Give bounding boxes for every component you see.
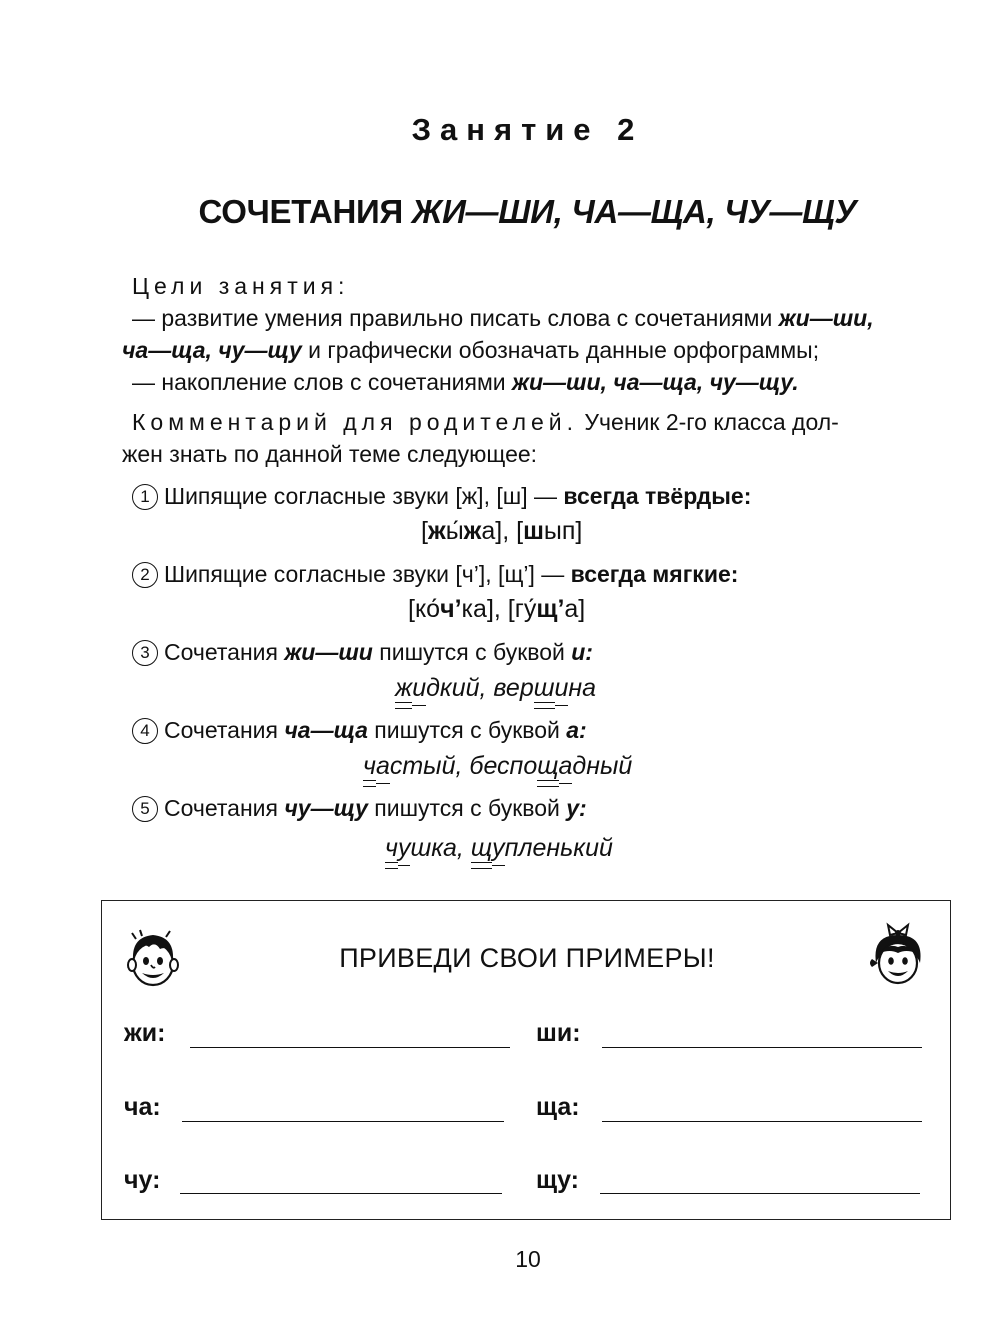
page-number: 10	[515, 1246, 541, 1272]
rule-bold: жи—ши	[284, 639, 373, 665]
comment-heading: Комментарий для родителей.	[132, 409, 579, 435]
rule-4	[132, 715, 587, 745]
rule-bold: всегда мягкие:	[570, 561, 739, 587]
example-part: [ко́	[408, 595, 441, 623]
exercise-box	[101, 900, 951, 1220]
hissing-consonant: ш	[534, 671, 555, 705]
answer-line-shcha[interactable]	[602, 1121, 922, 1122]
vowel-letter: у	[398, 831, 411, 865]
rule-text: пишутся с буквой	[372, 639, 572, 665]
goals-line-3	[122, 366, 952, 398]
goals-line-1-bold: жи—ши,	[778, 305, 874, 331]
rule-text: пишутся с буквой	[367, 717, 567, 743]
example-part: [	[421, 517, 428, 545]
example-part: пленький	[504, 834, 613, 862]
example-part: на	[568, 674, 597, 702]
rule-number: 3	[132, 640, 158, 666]
hissing-consonant: щ	[471, 831, 492, 865]
vowel-letter: а	[559, 749, 573, 783]
lesson-heading: Занятие 2	[411, 112, 644, 147]
vowel-letter: и	[412, 671, 426, 705]
rule-2	[132, 559, 738, 589]
rule-text: Шипящие согласные звуки [ч’], [щ’] —	[164, 561, 571, 587]
rule-number: 4	[132, 718, 158, 744]
rule-2-example	[408, 592, 585, 626]
label-cha: ча:	[124, 1093, 161, 1121]
vowel-letter: у	[492, 831, 505, 865]
comment-text-1: Ученик 2-го класса дол-	[578, 409, 839, 435]
rule-text: Сочетания	[164, 795, 285, 821]
answer-line-cha[interactable]	[182, 1121, 504, 1122]
comment-line-2: жен знать по данной теме следующее:	[122, 441, 538, 467]
rule-1-example	[421, 514, 582, 548]
hissing-consonant: ж	[395, 671, 412, 705]
title-italic: ЖИ—ШИ, ЧА—ЩА, ЧУ—ЩУ	[411, 193, 857, 230]
example-part: стый, беспо	[389, 752, 538, 780]
rule-bold: ча—ща	[284, 717, 368, 743]
goals-line-3-text: — накопление слов с сочетаниями	[132, 369, 513, 395]
vowel-letter: а	[376, 749, 390, 783]
hissing-consonant: ч	[363, 749, 376, 783]
goals-line-1-text: — развитие умения правильно писать слова с сочетаниями	[132, 305, 779, 331]
title-prefix: СОЧЕТАНИЯ	[198, 193, 412, 230]
goals-line-2	[122, 334, 952, 366]
label-shi: ши:	[536, 1019, 581, 1047]
rule-text: пишутся с буквой	[367, 795, 567, 821]
rule-letter: и:	[571, 639, 593, 665]
example-part: дный	[572, 752, 633, 780]
label-shcha: ща:	[536, 1093, 580, 1121]
rule-bold: чу—щу	[284, 795, 368, 821]
example-bold: ж	[463, 517, 482, 545]
rule-text: Сочетания	[164, 717, 285, 743]
label-zhi: жи:	[124, 1019, 166, 1047]
rule-text: Шипящие согласные звуки [ж], [ш] —	[164, 483, 564, 509]
comment-line-1	[122, 406, 952, 438]
vowel-letter: и	[555, 671, 569, 705]
goals-line-3-bold: жи—ши, ча—ща, чу—щу.	[512, 369, 799, 395]
rule-letter: а:	[566, 717, 587, 743]
example-part: а]	[564, 595, 586, 623]
rule-number: 1	[132, 484, 158, 510]
rule-bold: всегда твёрдые:	[563, 483, 752, 509]
goals-line-1	[122, 302, 952, 334]
goals-line-2-text: и графически обозначать данные орфограммы;	[301, 337, 820, 363]
answer-line-shi[interactable]	[602, 1047, 922, 1048]
answer-line-shchu[interactable]	[600, 1193, 920, 1194]
exercise-title: ПРИВЕДИ СВОИ ПРИМЕРЫ!	[339, 943, 715, 973]
example-bold: ч’	[440, 595, 462, 623]
example-bold: ш	[523, 517, 544, 545]
comment-block	[122, 406, 952, 470]
hissing-consonant: ч	[385, 831, 398, 865]
answer-line-zhi[interactable]	[190, 1047, 510, 1048]
example-part: дкий, вер	[426, 674, 534, 702]
example-part: шка,	[410, 834, 471, 862]
rule-5	[132, 793, 587, 823]
rule-text: Сочетания	[164, 639, 285, 665]
example-part: а], [	[481, 517, 524, 545]
topic-title	[0, 193, 1000, 231]
rule-number: 2	[132, 562, 158, 588]
goals-line-2-bold: ча—ща, чу—щу	[122, 337, 302, 363]
example-part: ы́	[445, 517, 464, 545]
label-shchu: щу:	[536, 1166, 579, 1194]
hissing-consonant: щ	[537, 749, 558, 783]
example-bold: щ’	[536, 595, 565, 623]
rule-letter: у:	[566, 795, 587, 821]
rule-number: 5	[132, 796, 158, 822]
rule-4-example	[363, 749, 632, 783]
goals-block	[122, 270, 952, 398]
rule-1	[132, 481, 751, 511]
goals-heading: Цели занятия:	[132, 273, 350, 299]
example-part: ып]	[543, 517, 583, 545]
label-chu: чу:	[124, 1166, 161, 1194]
answer-line-chu[interactable]	[180, 1193, 502, 1194]
rule-3	[132, 637, 593, 667]
example-part: ка], [гу́	[461, 595, 537, 623]
example-bold: ж	[427, 517, 446, 545]
rule-5-example	[385, 831, 613, 865]
rule-3-example	[395, 671, 596, 705]
